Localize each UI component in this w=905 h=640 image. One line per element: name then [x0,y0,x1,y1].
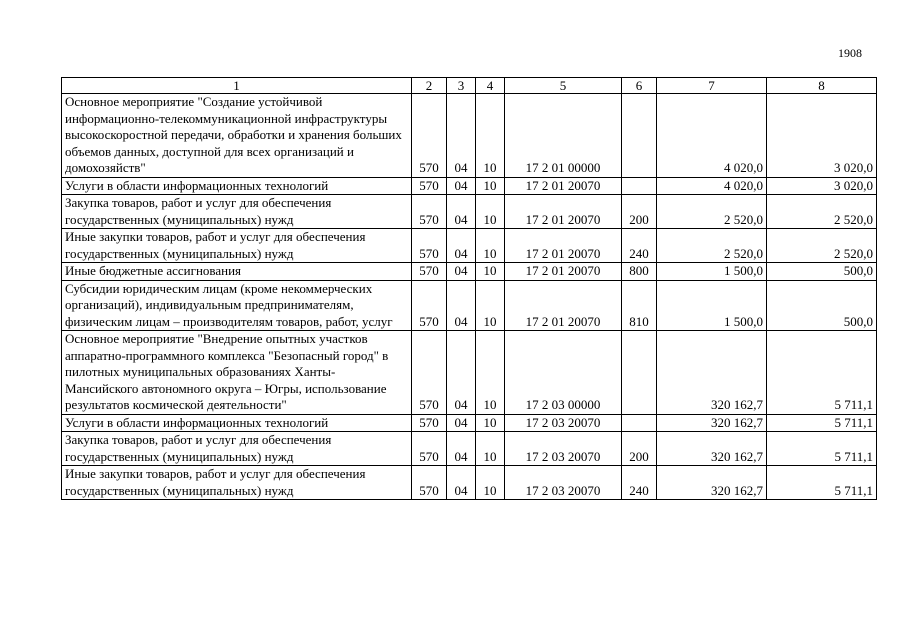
row-amount-7: 320 162,7 [657,432,767,466]
header-cell: 2 [412,78,447,94]
row-code-6: 240 [622,466,657,500]
table-row [62,195,877,229]
row-code-3: 04 [447,466,476,500]
row-code-6 [622,177,657,195]
row-code-5: 17 2 03 20070 [505,414,622,432]
row-code-5: 17 2 01 20070 [505,229,622,263]
row-code-3: 04 [447,280,476,331]
row-code-4: 10 [476,263,505,281]
row-name: Закупка товаров, работ и услуг для обеспечения государственных (муниципальных) нужд [62,432,412,466]
row-code-6 [622,94,657,178]
row-code-3: 04 [447,195,476,229]
row-name: Услуги в области информационных технологий [62,177,412,195]
row-amount-8: 2 520,0 [767,229,877,263]
row-code-6: 810 [622,280,657,331]
row-code-3: 04 [447,229,476,263]
row-code-4: 10 [476,331,505,415]
row-amount-7: 1 500,0 [657,263,767,281]
header-cell: 4 [476,78,505,94]
budget-table [61,77,877,500]
table-row [62,331,877,415]
row-amount-8: 2 520,0 [767,195,877,229]
table-row [62,229,877,263]
row-code-5: 17 2 01 20070 [505,263,622,281]
row-amount-8: 500,0 [767,263,877,281]
row-code-4: 10 [476,414,505,432]
header-cell: 3 [447,78,476,94]
row-code-4: 10 [476,229,505,263]
row-name: Основное мероприятие "Внедрение опытных участков аппаратно-программного комплекса "Безопасный город" в пилотных муниципальных образованиях Ханты-Мансийского автономного округа – Югры, использование результатов космической деятельности" [62,331,412,415]
row-code-5: 17 2 01 20070 [505,195,622,229]
row-code-2: 570 [412,195,447,229]
row-code-4: 10 [476,466,505,500]
row-amount-7: 2 520,0 [657,195,767,229]
row-amount-7: 320 162,7 [657,331,767,415]
row-code-5: 17 2 03 20070 [505,432,622,466]
row-amount-8: 5 711,1 [767,414,877,432]
row-amount-7: 4 020,0 [657,94,767,178]
row-name: Основное мероприятие "Создание устойчивой информационно-телекоммуникационной инфраструктуры высокоскоростной передачи, обработки и хранения больших объемов данных, доступной для всех организаций и домохозяйств" [62,94,412,178]
row-amount-8: 500,0 [767,280,877,331]
row-amount-8: 5 711,1 [767,466,877,500]
row-code-2: 570 [412,94,447,178]
row-code-4: 10 [476,195,505,229]
row-code-2: 570 [412,466,447,500]
header-cell: 1 [62,78,412,94]
row-name: Иные закупки товаров, работ и услуг для обеспечения государственных (муниципальных) нужд [62,229,412,263]
row-amount-7: 4 020,0 [657,177,767,195]
row-amount-7: 320 162,7 [657,466,767,500]
row-amount-8: 5 711,1 [767,331,877,415]
row-code-4: 10 [476,280,505,331]
page-number: 1908 [838,46,862,60]
row-amount-8: 3 020,0 [767,94,877,178]
row-code-2: 570 [412,414,447,432]
row-code-2: 570 [412,432,447,466]
row-amount-8: 5 711,1 [767,432,877,466]
row-name: Услуги в области информационных технологий [62,414,412,432]
row-code-5: 17 2 03 20070 [505,466,622,500]
row-code-3: 04 [447,177,476,195]
table-row [62,414,877,432]
row-code-6: 200 [622,432,657,466]
row-code-6 [622,414,657,432]
row-code-2: 570 [412,280,447,331]
row-code-2: 570 [412,177,447,195]
header-cell: 7 [657,78,767,94]
table-row [62,263,877,281]
row-name: Субсидии юридическим лицам (кроме некоммерческих организаций), индивидуальным предпринимателям, физическим лицам – производителям товаров, работ, услуг [62,280,412,331]
row-name: Закупка товаров, работ и услуг для обеспечения государственных (муниципальных) нужд [62,195,412,229]
row-code-2: 570 [412,263,447,281]
table-row [62,280,877,331]
row-code-3: 04 [447,414,476,432]
table-row [62,466,877,500]
row-code-4: 10 [476,432,505,466]
row-code-5: 17 2 01 20070 [505,280,622,331]
row-amount-7: 320 162,7 [657,414,767,432]
row-code-2: 570 [412,229,447,263]
row-code-3: 04 [447,432,476,466]
header-row [62,78,877,94]
table-row [62,177,877,195]
row-code-3: 04 [447,94,476,178]
table-row [62,432,877,466]
row-code-6: 240 [622,229,657,263]
row-code-4: 10 [476,177,505,195]
row-code-5: 17 2 01 20070 [505,177,622,195]
row-code-2: 570 [412,331,447,415]
header-cell: 8 [767,78,877,94]
header-cell: 5 [505,78,622,94]
row-code-4: 10 [476,94,505,178]
row-amount-7: 2 520,0 [657,229,767,263]
row-code-5: 17 2 01 00000 [505,94,622,178]
row-amount-7: 1 500,0 [657,280,767,331]
table-row [62,94,877,178]
row-code-6 [622,331,657,415]
row-name: Иные бюджетные ассигнования [62,263,412,281]
row-code-6: 800 [622,263,657,281]
row-code-6: 200 [622,195,657,229]
row-code-3: 04 [447,331,476,415]
row-code-3: 04 [447,263,476,281]
row-amount-8: 3 020,0 [767,177,877,195]
header-cell: 6 [622,78,657,94]
row-code-5: 17 2 03 00000 [505,331,622,415]
row-name: Иные закупки товаров, работ и услуг для обеспечения государственных (муниципальных) нужд [62,466,412,500]
